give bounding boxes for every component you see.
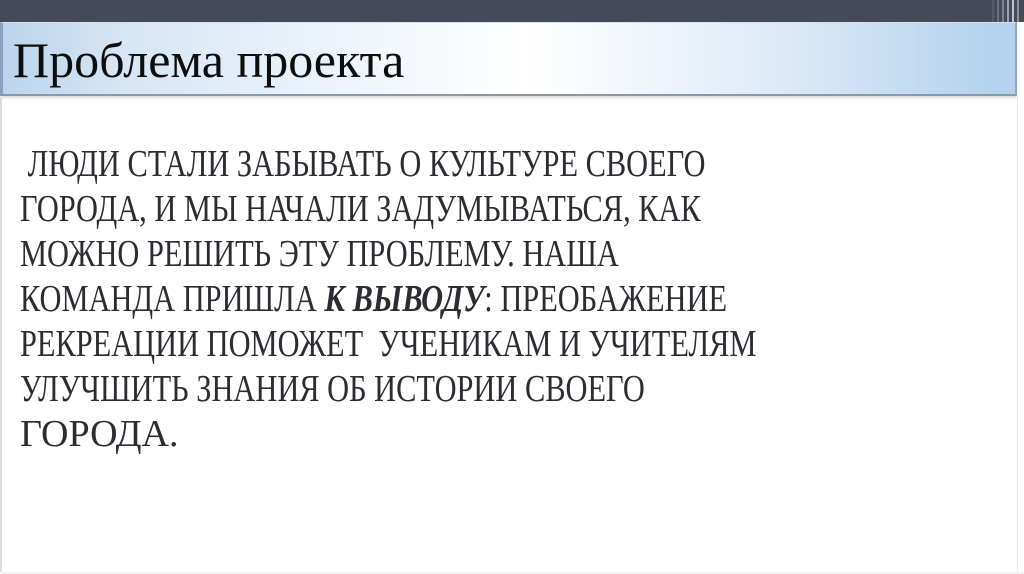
body-text <box>20 142 1020 457</box>
body-line <box>20 187 820 232</box>
body-line-segment: КОМАНДА ПРИШЛА <box>20 278 325 320</box>
body-line <box>20 232 820 277</box>
body-line-segment: РЕКРЕАЦИИ ПОМОЖЕТ УЧЕНИКАМ И УЧИТЕЛЯМ <box>20 323 757 365</box>
body-line-segment: ГОРОДА. <box>20 413 179 455</box>
body-line <box>20 142 820 187</box>
body-line <box>20 322 820 367</box>
stripe <box>1007 0 1009 22</box>
corner-stripes-decoration <box>977 0 1024 22</box>
body-line-segment: ГОРОДА, И МЫ НАЧАЛИ ЗАДУМЫВАТЬСЯ, КАК <box>20 188 701 230</box>
body-line-segment: ЛЮДИ СТАЛИ ЗАБЫВАТЬ О КУЛЬТУРЕ СВОЕГО <box>20 143 706 185</box>
top-bar <box>0 0 1024 22</box>
body-line <box>20 277 820 322</box>
stripe <box>997 0 999 22</box>
stripe <box>1012 0 1014 22</box>
stripe <box>1017 0 1019 22</box>
left-edge-line <box>0 97 2 574</box>
body-line <box>20 412 1020 457</box>
stripe <box>1002 0 1004 22</box>
slide-title: Проблема проекта <box>13 31 405 88</box>
body-line-segment: К ВЫВОДУ <box>324 278 485 320</box>
body-line-segment: : ПРЕОБАЖЕНИЕ <box>484 278 728 320</box>
title-band <box>0 22 1017 96</box>
stripe <box>992 0 994 22</box>
body-line-segment: УЛУЧШИТЬ ЗНАНИЯ ОБ ИСТОРИИ СВОЕГО <box>20 368 645 410</box>
body-line <box>20 367 820 412</box>
body-line-segment: МОЖНО РЕШИТЬ ЭТУ ПРОБЛЕМУ. НАША <box>20 233 619 275</box>
